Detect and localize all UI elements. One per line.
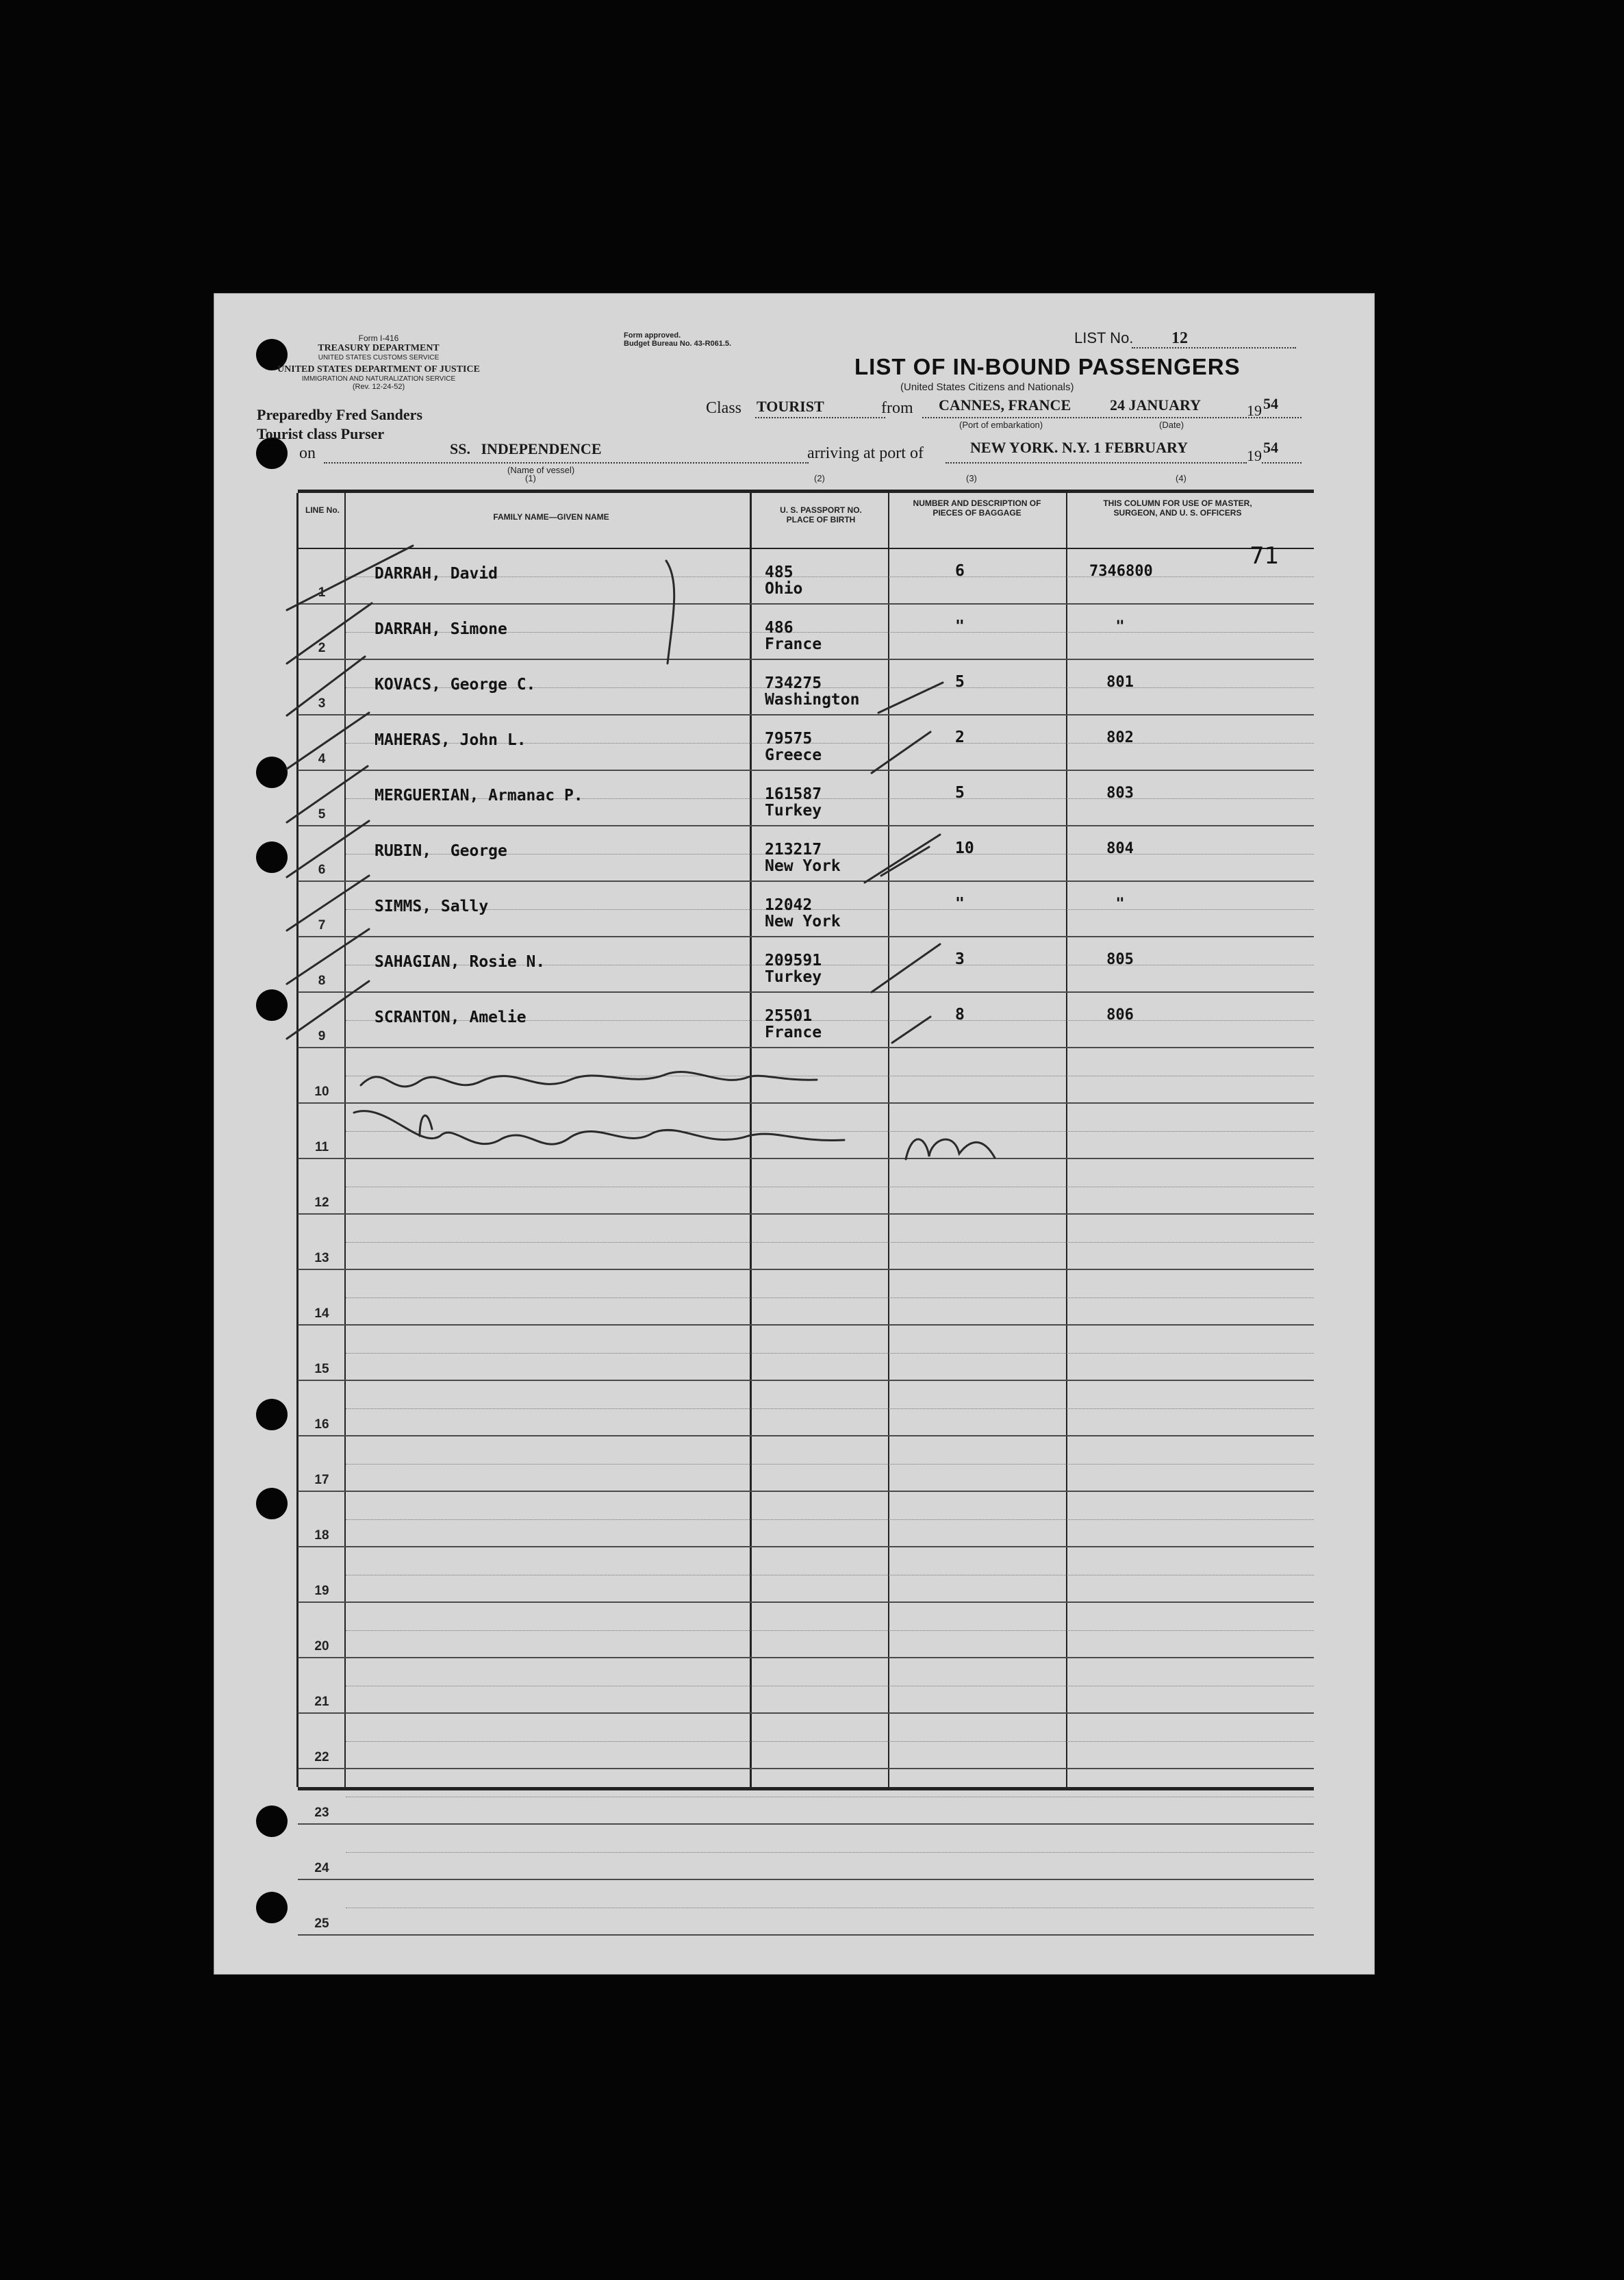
line-number: 4 xyxy=(318,752,326,766)
col-num-3: (3) xyxy=(966,473,977,483)
check-mark xyxy=(872,944,940,992)
passport-number: 25501 xyxy=(765,1007,813,1025)
line-number: 16 xyxy=(314,1417,329,1432)
date-caption: (Date) xyxy=(1159,420,1184,430)
passport-number: 79575 xyxy=(765,730,813,748)
line-number: 8 xyxy=(318,974,326,988)
line-number: 5 xyxy=(318,807,326,822)
check-mark xyxy=(287,821,369,877)
arrival-port-date: NEW YORK. N.Y. 1 FEBRUARY xyxy=(970,439,1189,456)
line-number: 12 xyxy=(314,1195,329,1210)
class-value: TOURIST xyxy=(757,398,824,415)
purser: Tourist class Purser xyxy=(257,425,385,442)
officer-entry: " xyxy=(1115,896,1125,913)
passenger-name: DARRAH, David xyxy=(375,565,498,583)
col-num-4: (4) xyxy=(1176,473,1187,483)
place-of-birth: New York xyxy=(765,857,841,875)
passenger-name: MERGUERIAN, Armanac P. xyxy=(375,787,583,805)
departure-date: 24 JANUARY xyxy=(1110,396,1202,414)
officer-entry: 805 xyxy=(1106,951,1134,968)
check-mark xyxy=(287,766,368,822)
place-of-birth: Washington xyxy=(765,691,860,709)
year-value-2: 54 xyxy=(1263,439,1278,456)
baggage-count: 10 xyxy=(955,839,974,857)
line-number: 17 xyxy=(314,1473,329,1487)
ins-service: IMMIGRATION AND NATURALIZATION SERVICE xyxy=(301,375,456,383)
officer-entry: 801 xyxy=(1106,674,1134,691)
line-number: 9 xyxy=(318,1029,326,1043)
line-number: 20 xyxy=(314,1639,329,1654)
line-number: 18 xyxy=(314,1528,329,1543)
passenger-name: KOVACS, George C. xyxy=(375,676,536,694)
form-number: Form I-416 xyxy=(358,333,399,343)
check-mark xyxy=(287,713,369,769)
place-of-birth: France xyxy=(765,1024,822,1041)
officer-entry: 7346800 xyxy=(1089,563,1153,580)
arriving-label: arriving at port of xyxy=(807,444,924,462)
line-number: 6 xyxy=(318,863,326,877)
budget-bureau: Budget Bureau No. 43-R061.5. xyxy=(624,340,732,348)
place-of-birth: New York xyxy=(765,913,841,930)
prepared-by: Preparedby Fred Sanders xyxy=(257,406,423,423)
year-value-1: 54 xyxy=(1263,395,1278,412)
check-mark xyxy=(287,546,413,610)
officer-entry: 803 xyxy=(1106,785,1134,802)
line-number: 21 xyxy=(314,1695,329,1709)
line-number: 10 xyxy=(314,1085,329,1099)
signature-stroke xyxy=(906,1139,995,1159)
passenger-name: RUBIN, George xyxy=(375,842,507,860)
baggage-count: " xyxy=(955,618,965,635)
line-number: 15 xyxy=(314,1362,329,1376)
baggage-count: " xyxy=(955,895,965,913)
passenger-name: SCRANTON, Amelie xyxy=(375,1009,526,1026)
handwritten-number: 71 xyxy=(1249,542,1280,570)
col-num-1: (1) xyxy=(525,473,536,483)
passport-number: 12042 xyxy=(765,896,813,914)
check-mark xyxy=(287,657,365,715)
passenger-name: SIMMS, Sally xyxy=(375,898,489,915)
check-mark xyxy=(287,929,369,984)
baggage-count: 5 xyxy=(955,784,965,802)
justice-department: UNITED STATES DEPARTMENT OF JUSTICE xyxy=(277,364,480,375)
check-mark xyxy=(287,981,369,1039)
place-of-birth: Turkey xyxy=(765,802,822,820)
passport-number: 485 xyxy=(765,563,794,581)
officer-entry: " xyxy=(1115,618,1125,635)
list-no-value: 12 xyxy=(1171,329,1188,347)
header-baggage: NUMBER AND DESCRIPTION OF PIECES OF BAGGAGE xyxy=(913,498,1041,518)
header-line-no: LINE No. xyxy=(305,505,340,515)
line-number: 13 xyxy=(314,1251,329,1265)
passenger-name: DARRAH, Simone xyxy=(375,620,507,638)
check-mark xyxy=(865,835,940,883)
line-number: 3 xyxy=(318,696,326,711)
place-of-birth: France xyxy=(765,635,822,653)
passport-number: 734275 xyxy=(765,674,822,692)
place-of-birth: Greece xyxy=(765,746,822,764)
page-title: LIST OF IN-BOUND PASSENGERS xyxy=(854,354,1241,379)
line-number: 14 xyxy=(314,1306,329,1321)
treasury-department: TREASURY DEPARTMENT xyxy=(318,343,440,353)
line-number: 19 xyxy=(314,1584,329,1598)
baggage-count: 3 xyxy=(955,950,965,968)
officer-entry: 806 xyxy=(1106,1006,1134,1024)
line-number: 1 xyxy=(318,585,326,600)
check-mark xyxy=(881,847,929,876)
year-prefix-2: 19 xyxy=(1247,447,1262,464)
customs-service: UNITED STATES CUSTOMS SERVICE xyxy=(318,354,440,362)
place-of-birth: Turkey xyxy=(765,968,822,986)
passport-number: 209591 xyxy=(765,952,822,970)
check-mark xyxy=(287,876,369,930)
line-number: 22 xyxy=(314,1750,329,1764)
page-subtitle: (United States Citizens and Nationals) xyxy=(900,381,1074,393)
class-label: Class xyxy=(706,399,742,417)
handwriting-overlay xyxy=(214,294,1375,1975)
list-no-label: LIST No. xyxy=(1074,329,1134,346)
signature-stroke xyxy=(420,1115,432,1136)
from-label: from xyxy=(881,399,913,417)
check-mark xyxy=(878,683,943,713)
col-num-2: (2) xyxy=(814,473,825,483)
baggage-count: 2 xyxy=(955,729,965,746)
on-label: on xyxy=(299,444,316,462)
from-caption: (Port of embarkation) xyxy=(959,420,1043,430)
form-revision: (Rev. 12-24-52) xyxy=(352,383,405,391)
bracket-mark xyxy=(666,561,674,663)
line-number: 25 xyxy=(314,1916,329,1931)
baggage-count: 8 xyxy=(955,1006,965,1024)
year-prefix-1: 19 xyxy=(1247,402,1262,419)
place-of-birth: Ohio xyxy=(765,580,803,598)
passport-number: 486 xyxy=(765,619,794,637)
baggage-count: 5 xyxy=(955,673,965,691)
check-mark xyxy=(892,1017,930,1043)
line-number: 2 xyxy=(318,641,326,655)
vessel-caption: (Name of vessel) xyxy=(507,465,575,475)
check-mark xyxy=(872,732,930,773)
signature-stroke xyxy=(361,1072,817,1087)
passport-number: 213217 xyxy=(765,841,822,859)
header-name: FAMILY NAME—GIVEN NAME xyxy=(493,512,609,522)
baggage-count: 6 xyxy=(955,562,965,580)
header-passport: U. S. PASSPORT NO. PLACE OF BIRTH xyxy=(780,505,862,524)
line-number: 11 xyxy=(314,1140,329,1154)
passenger-name: MAHERAS, John L. xyxy=(375,731,526,749)
officer-entry: 804 xyxy=(1106,840,1134,857)
header-officers: THIS COLUMN FOR USE OF MASTER, SURGEON, AND U. S. OFFICERS xyxy=(1103,498,1252,518)
vessel-name: SS. INDEPENDENCE xyxy=(450,440,602,457)
form-approved: Form approved. xyxy=(624,331,681,340)
line-number: 23 xyxy=(314,1806,329,1820)
passport-number: 161587 xyxy=(765,785,822,803)
line-number: 24 xyxy=(314,1861,329,1875)
passenger-manifest-page xyxy=(214,293,1375,1975)
officer-entry: 802 xyxy=(1106,729,1134,746)
line-number: 7 xyxy=(318,918,326,933)
passenger-name: SAHAGIAN, Rosie N. xyxy=(375,953,546,971)
check-mark xyxy=(287,603,372,663)
from-value: CANNES, FRANCE xyxy=(939,396,1071,414)
